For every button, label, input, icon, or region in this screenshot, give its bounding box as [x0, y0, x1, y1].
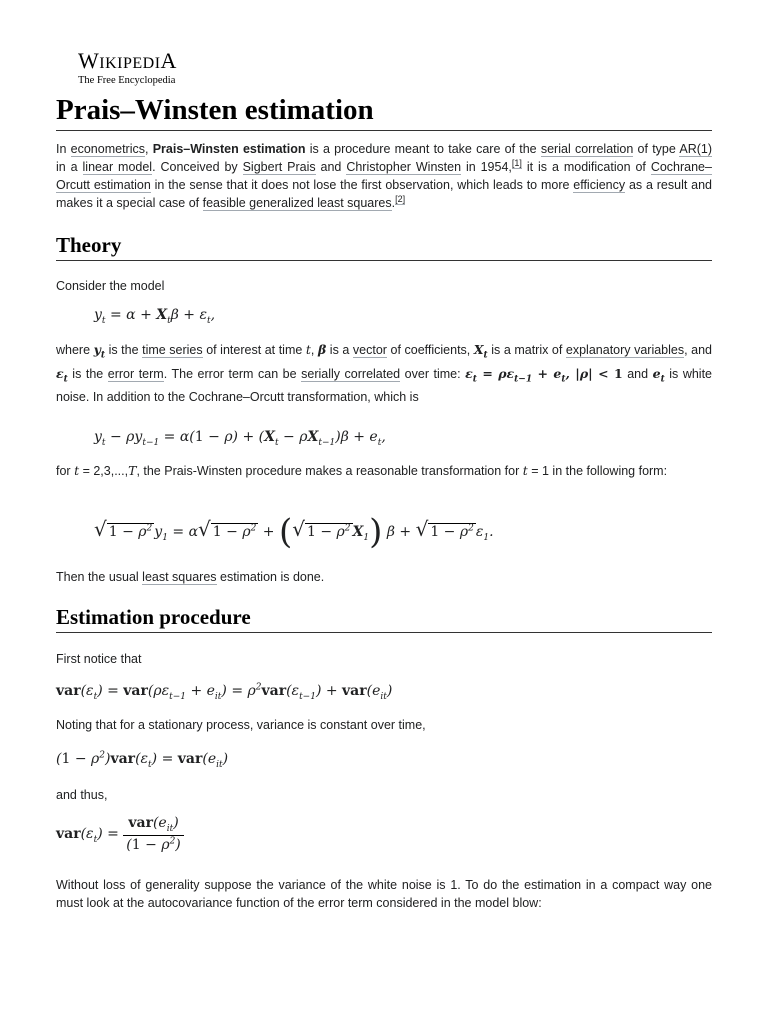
- intro-section: [56, 140, 712, 212]
- text: = 1 in the following form:: [527, 464, 668, 478]
- section-heading-estimation: Estimation procedure: [56, 604, 712, 633]
- estimation-s2: [56, 716, 712, 734]
- link-least-squares[interactable]: least squares: [142, 570, 217, 584]
- prais-winsten-equation: √ $1 - \rho^2$ $y_1 = \alpha√$ $1 - \rho^2$ + (√ $1 - \rho^2$ $X_1$) β + √ $1 - \rho^2$ $\varepsilon_1$.: [94, 512, 494, 552]
- link-christopher-winsten[interactable]: Christopher Winsten: [346, 160, 462, 174]
- link-serially-correlated[interactable]: serially correlated: [301, 366, 401, 381]
- bold-term: Prais–Winsten estimation: [152, 142, 306, 156]
- text: over time:: [400, 366, 466, 381]
- link-sigbert-prais[interactable]: Sigbert Prais: [242, 160, 316, 174]
- text: is a: [326, 343, 353, 357]
- link-fgls[interactable]: feasible generalized least squares: [202, 196, 392, 210]
- text: is the: [67, 366, 108, 381]
- text: .: [391, 196, 396, 210]
- least-squares-paragraph: [56, 568, 712, 586]
- text: is a procedure meant to take care of the: [305, 142, 541, 156]
- text: is a matrix of: [487, 343, 566, 357]
- text: as a result and makes it a special case of: [56, 178, 712, 210]
- estimation-s3: [56, 786, 712, 804]
- text: estimation is done.: [216, 570, 325, 584]
- text: in 1954,: [461, 160, 512, 174]
- logo-subtitle: The Free Encyclopedia: [78, 75, 176, 86]
- link-explanatory-variables[interactable]: explanatory variables: [565, 343, 685, 357]
- theory-paragraph-3: [56, 462, 712, 480]
- where-paragraph: where $y_t$ is the time series of interest at time t, β is a vector of coefficients, $X_t$ is a matrix of explanatory variables, and $\varepsilon_t$ is the error term. The error term can be serially correlated over time: $\varepsilon_t = \rho\varepsilon_{t-1} + e_t$, |ρ| < 1 and $e_t$ is white noise. In addition to the Cochrane–Orcutt transformation, which is: [56, 342, 712, 404]
- text: , the Prais-Winsten procedure makes a reasonable transformation for: [136, 464, 523, 478]
- theory-heading-wrap: [56, 232, 712, 261]
- logo-title: WIKIPEDIA: [78, 48, 177, 73]
- estimation-s1: [56, 650, 712, 668]
- article: [56, 50, 712, 131]
- theory-consider: [56, 277, 712, 295]
- page-title: Prais–Winsten estimation: [56, 93, 712, 131]
- text: = 2,3,...,: [79, 464, 129, 478]
- text: it is a modification of: [521, 160, 651, 174]
- text: is white noise. In addition to the Cochrane–Orcutt transformation, which is: [56, 366, 712, 404]
- text: in a: [56, 160, 83, 174]
- text: and: [622, 366, 653, 381]
- text: In: [56, 142, 71, 156]
- link-vector[interactable]: vector: [352, 343, 387, 357]
- text: ,: [145, 142, 153, 156]
- text: . Conceived by: [152, 160, 243, 174]
- first-notice-text: First notice that: [56, 652, 142, 666]
- link-time-series[interactable]: time series: [142, 343, 203, 357]
- intro-paragraph: [56, 140, 712, 212]
- estimation-s4: [56, 876, 712, 912]
- autocovariance-text: Without loss of generality suppose the variance of the white noise is 1. To do the estimation in a compact way one must look at the autocovariance function of the error term considered in the model blow:: [56, 878, 712, 910]
- and-thus-text: and thus,: [56, 788, 108, 802]
- link-ar1[interactable]: AR(1): [679, 142, 713, 156]
- stationary-text: Noting that for a stationary process, variance is constant over time,: [56, 718, 426, 732]
- link-linear-model[interactable]: linear model: [82, 160, 153, 174]
- text: . The error term can be: [163, 366, 302, 381]
- model-equation: $y_t = \alpha + X_t\beta + \varepsilon_t$,: [94, 307, 216, 326]
- text: of coefficients,: [386, 343, 474, 357]
- link-econometrics[interactable]: econometrics: [70, 142, 145, 156]
- consider-text: Consider the model: [56, 279, 165, 293]
- variance-equation-1: $var(\varepsilon_t) = var(\rho\varepsilon_{t-1} + e_{it}) = \rho^2var(\varepsilon_{t-1}) + var(e_{it})$: [56, 682, 393, 702]
- link-serial-correlation[interactable]: serial correlation: [540, 142, 634, 156]
- for-t-paragraph: for t = 2,3,...,T, the Prais-Winsten procedure makes a reasonable transformation for t = 1 in the following form:: [56, 463, 668, 478]
- theory-paragraph-2: [56, 341, 712, 406]
- link-cochrane-orcutt[interactable]: Cochrane–Orcutt estimation: [56, 160, 712, 192]
- link-efficiency[interactable]: efficiency: [573, 178, 626, 192]
- estimation-heading-wrap: [56, 604, 712, 633]
- reference-1[interactable]: [1]: [511, 157, 522, 168]
- text: in the sense that it does not lose the first observation, which leads to more: [150, 178, 574, 192]
- theory-paragraph-4: [56, 568, 712, 586]
- text: Then the usual: [56, 570, 143, 584]
- text: where: [56, 343, 94, 357]
- text: and: [315, 160, 347, 174]
- section-heading-theory: Theory: [56, 232, 712, 261]
- variance-equation-3: $var(\varepsilon_t)$ = $\frac{var(e_{it})}{(1 - \rho^2)}$: [56, 815, 712, 853]
- reference-2[interactable]: [2]: [395, 193, 406, 204]
- transformed-equation: $y_t - \rho y_{t-1} = \alpha(1 - \rho) + (X_t - \rho X_{t-1})\beta + e_t$,: [94, 429, 386, 448]
- variance-equation-2: $(1 - \rho^2)var(\varepsilon_t) = var(e_{it})$: [56, 750, 229, 770]
- text: of interest at time: [202, 343, 306, 357]
- wikipedia-logo[interactable]: [56, 50, 712, 87]
- text: for: [56, 464, 75, 478]
- text: is the: [105, 343, 143, 357]
- text: ,: [310, 343, 318, 357]
- text: of type: [633, 142, 680, 156]
- text: , and: [684, 343, 712, 357]
- link-error-term[interactable]: error term: [107, 366, 164, 381]
